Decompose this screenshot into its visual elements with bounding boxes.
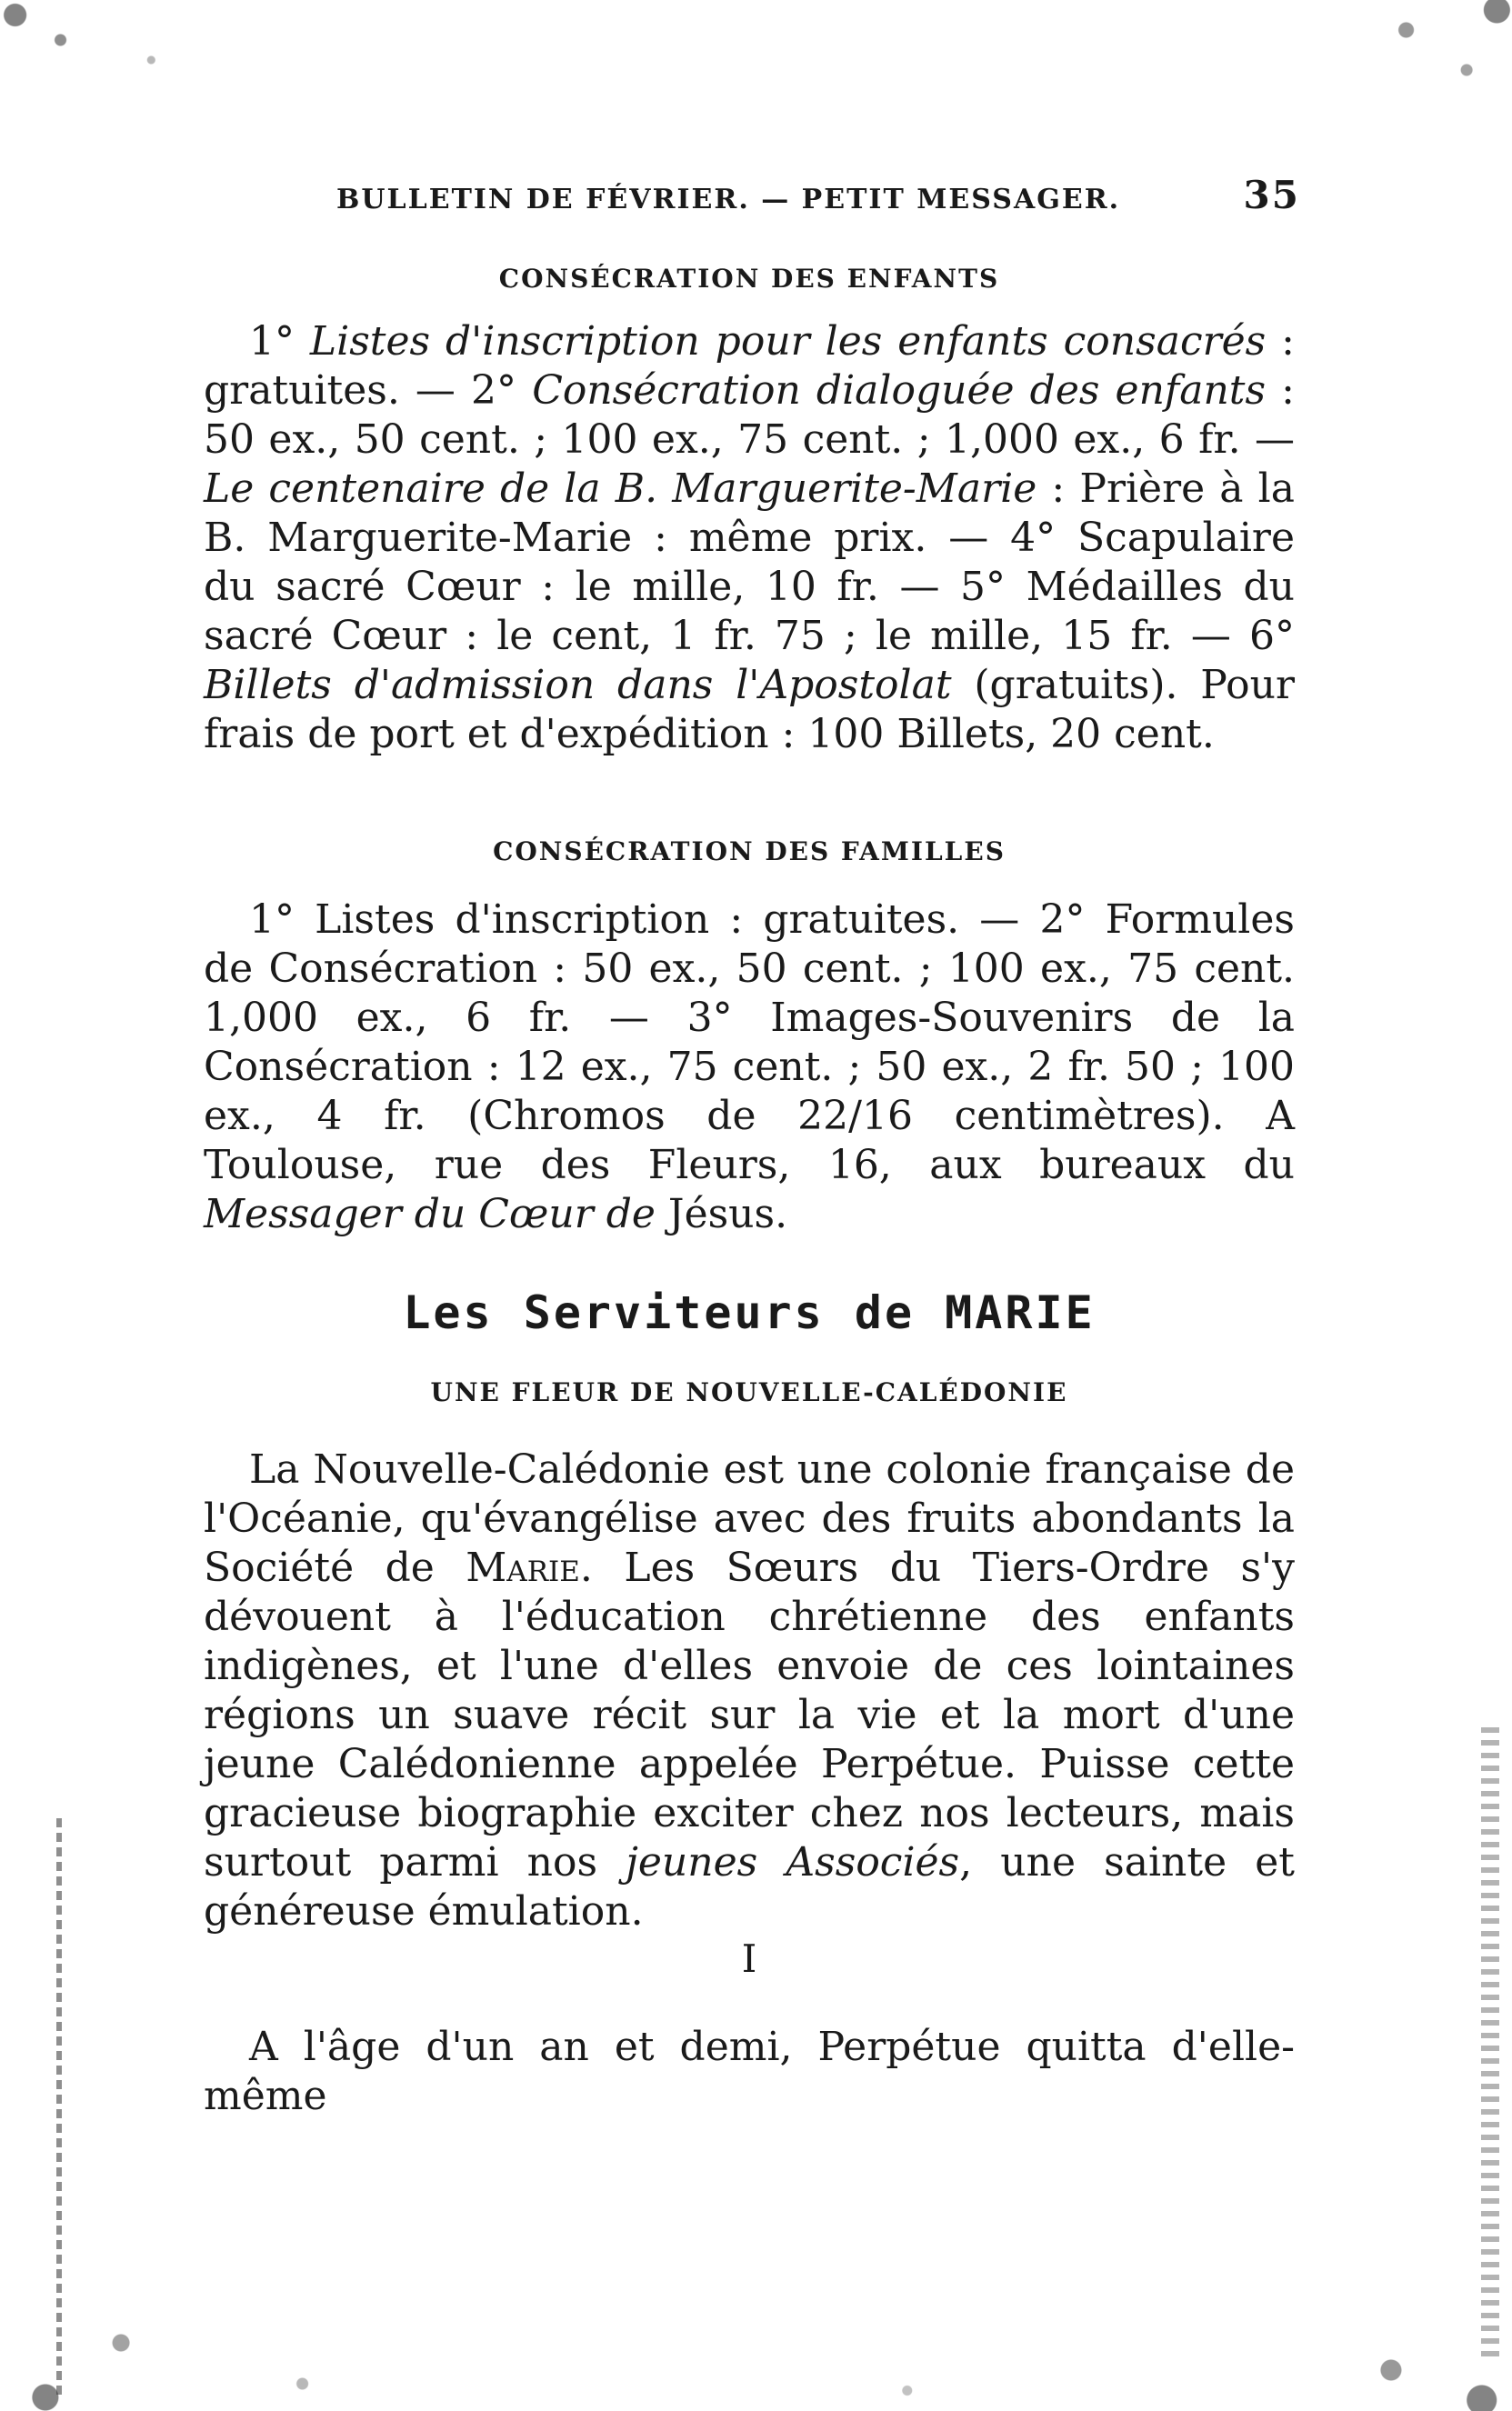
heading-serviteurs-de-marie: Les Serviteurs de MARIE	[403, 1286, 1096, 1339]
paragraph-enfants	[204, 317, 1295, 759]
italic-run: jeunes Associés	[626, 1839, 960, 1886]
scan-noise-bottom	[0, 2275, 1512, 2411]
article-chapter-one	[204, 2023, 1295, 2121]
page-edge-right	[1481, 1727, 1499, 2364]
article-intro	[204, 1446, 1295, 1936]
section-title-enfants: CONSÉCRATION DES ENFANTS	[498, 264, 1000, 294]
text-run: La Nouvelle-Calédonie est une colonie française de l'Océanie, qu'évangélise avec des fruits abondants la Société de	[204, 1446, 1295, 1591]
text-run: : Prière à la B. Marguerite-Marie : même prix. — 4° Scapulaire du sacré Cœur : le mille, 10 fr. — 5° Médailles du sacré Cœur : le cent, 1 fr. 75 ; le mille, 15 fr. — 6°	[204, 465, 1295, 659]
small-caps-run: Marie	[466, 1545, 580, 1591]
section-title-familles: CONSÉCRATION DES FAMILLES	[493, 836, 1006, 866]
paragraph-chapter-one: A l'âge d'un an et demi, Perpétue quitta d'elle-même	[204, 2024, 1295, 2119]
italic-run: Listes d'inscription pour les enfants consacrés	[309, 318, 1267, 365]
italic-run: Billets d'admission dans l'Apostolat	[204, 662, 952, 708]
text-run: Jésus.	[655, 1191, 788, 1237]
scan-noise-top	[0, 0, 1512, 100]
text-run: 1°	[249, 318, 310, 365]
paragraph-nouvelle-caledonie	[204, 1446, 1295, 1936]
binding-edge-left	[56, 1818, 62, 2400]
section-consecration-familles	[204, 836, 1295, 1239]
text-run: : 50 ex., 50 cent. ; 100 ex., 75 cent. ; 1,000 ex., 6 fr. —	[204, 367, 1296, 463]
running-head-title: BULLETIN DE FÉVRIER. — PETIT MESSAGER.	[336, 184, 1121, 215]
page-number: 35	[1243, 173, 1300, 217]
italic-run: Consécration dialoguée des enfants	[532, 367, 1267, 414]
subheading-fleur-nouvelle-caledonie: UNE FLEUR DE NOUVELLE-CALÉDONIE	[430, 1377, 1068, 1407]
text-run: 1° Listes d'inscription : gratuites. — 2° Formules de Consécration : 50 ex., 50 cent. ; 100 ex., 75 cent. 1,000 ex., 6 fr. — 3° Images-Souvenirs de la Consécration : 12 ex., 75 cent. ; 50 ex., 2 fr. 50 ; 100 ex., 4 fr. (Chromos de 22/16 centimètres). A Toulouse, rue des Fleurs, 16, aux bureaux du	[204, 896, 1295, 1188]
chapter-numeral: I	[741, 1936, 757, 1981]
italic-run: Messager du Cœur de	[204, 1191, 656, 1237]
text-run: (gratuits). Pour frais de port et d'expédition : 100 Billets, 20 cent.	[204, 662, 1295, 757]
running-head	[336, 173, 1300, 217]
text-run: . Les Sœurs du Tiers-Ordre s'y dévouent à l'éducation chrétienne des enfants indigènes, et l'une d'elles envoie de ces lointaines régions un suave récit sur la vie et la mort d'une jeune Calédonienne appelée Perpétue. Puisse cette gracieuse biographie exciter chez nos lecteurs, mais surtout parmi nos	[204, 1545, 1295, 1886]
paragraph-familles	[204, 895, 1295, 1239]
section-consecration-enfants	[204, 264, 1295, 759]
text-run: : gratuites. — 2°	[204, 318, 1295, 414]
text-run: , une sainte et généreuse émulation.	[204, 1839, 1295, 1935]
italic-run: Le centenaire de la B. Marguerite-Marie	[204, 465, 1037, 512]
